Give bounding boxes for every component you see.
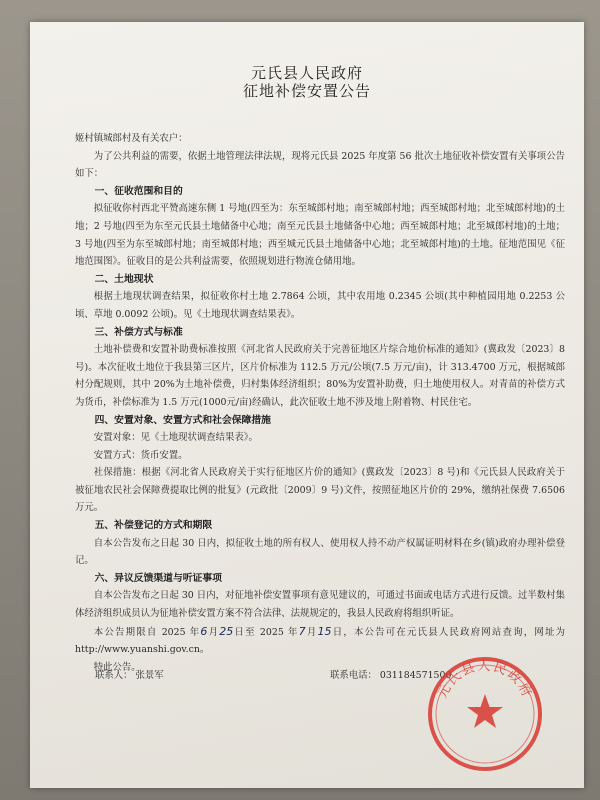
notice-body [75,130,565,676]
section-4-social-security: 社保措施：根据《河北省人民政府关于实行征地区片价的通知》(冀政发〔2023〕8 号)和《元氏县人民政府关于被征地农民社会保障费提取比例的批复》(元政批〔2009〕9 号)文件，按照征地区片价的 29%，缴纳社保费 7.6506 万元。 [75,467,565,514]
contact-person [95,667,164,681]
notice-paper [30,22,584,788]
notice-title: 征地补偿安置公告 [242,82,371,100]
period-start-day: 25 [219,624,234,638]
section-1-text: 拟征收你村西北平赞高速东侧 1 号地(四至为：东至城郎村地；南至城郎村地；西至城郎村地；北至城郎村地)的土地；2 号地(四至为东至元氏县土地储备中心地；南至元氏县土地储备中心地；西至城郎村地；北至城郎村地)的土地；3 号地(四至为东至城郎村地；南至城郎村地；西至城元氏县土地储备中心地；北至城郎村地)的土地。征地范围见《征地范围图》。征收目的是公共利益需要，依照规划进行物流仓储用地。 [75,203,565,268]
notice-issuer-title: 元氏县人民政府 [250,64,363,82]
period-prefix: 本公告期限自 2025 年 [93,626,201,638]
period-month-2: 月 [305,626,318,638]
section-4-object: 安置对象：见《土地现状调查结果表》。 [93,432,258,444]
addressee: 姬村镇城郎村及有关农户： [75,133,188,144]
intro-paragraph: 为了公共利益的需要，依据土地管理法律法规，现将元氏县 2025 年度第 56 批次土地征收补偿安置有关事项公告如下： [75,150,565,180]
section-5-title: 五、补偿登记的方式和期限 [94,520,213,532]
section-4-method: 安置方式：货币安置。 [93,449,188,461]
official-seal [425,654,545,774]
section-3-text: 土地补偿费和安置补助费标准按照《河北省人民政府关于完善征地区片综合地价标准的通知》(冀政发〔2023〕8 号)。本次征收土地位于我县第三区片，区片价标准为 112.5 万元/公顷(7.5 万元/亩)，计 313.4700 万元，根据城郎村分配规则，其中 20%为土地补偿费，归村集体经济组织；80%为安置补助费，归土地使用权人。对青苗的补偿方式为货币，补偿标准为 1.5 万元(1000元/亩)经确认，此次征收土地不涉及地上附着物、村民住宅。 [75,344,565,408]
contact-label: 联系人： [95,670,133,681]
phone-label: 联系电话： [330,670,377,681]
phone-number: 031184571500 [379,670,452,681]
period-suffix: 日，本公告可在元氏县人民政府网站查询，网址为 http://www.yuanshi.gov.cn。 [75,626,565,656]
closing-line: 特此公告。 [93,661,141,673]
period-start-month: 6 [200,624,208,638]
section-6-text: 自本公告发布之日起 30 日内，对征地补偿安置事项有意见建议的，可通过书面或电话方式进行反馈。过半数村集体经济组织成员认为征地补偿安置方案不符合法律、法规规定的，我县人民政府将组织听证。 [75,590,565,620]
section-1-title: 一、征收范围和目的 [94,185,183,197]
seal-text: 元氏县人民政府 [435,659,535,701]
section-2-title: 二、土地现状 [94,273,154,285]
section-2-text: 根据土地现状调查结果，拟征收你村土地 2.7864 公顷，其中农用地 0.2345 公顷(其中种植园用地 0.2253 公顷、草地 0.0092 公顷)。见《土地现状调查结果表》。 [75,291,565,320]
period-end-day: 15 [317,624,332,638]
section-3-title: 三、补偿方式与标准 [94,326,183,338]
section-5-text: 自本公告发布之日起 30 日内，拟征收土地的所有权人、使用权人持不动产权属证明材料在乡(镇)政府办理补偿登记。 [75,537,565,567]
period-month-1: 月 [207,626,220,638]
section-6-title: 六、异议反馈渠道与听证事项 [94,572,222,584]
period-end-month: 7 [298,624,306,638]
section-4-title: 四、安置对象、安置方式和社会保障措施 [94,414,271,426]
contact-name: 张景军 [135,670,164,681]
period-to: 日至 2025 年 [233,626,299,638]
